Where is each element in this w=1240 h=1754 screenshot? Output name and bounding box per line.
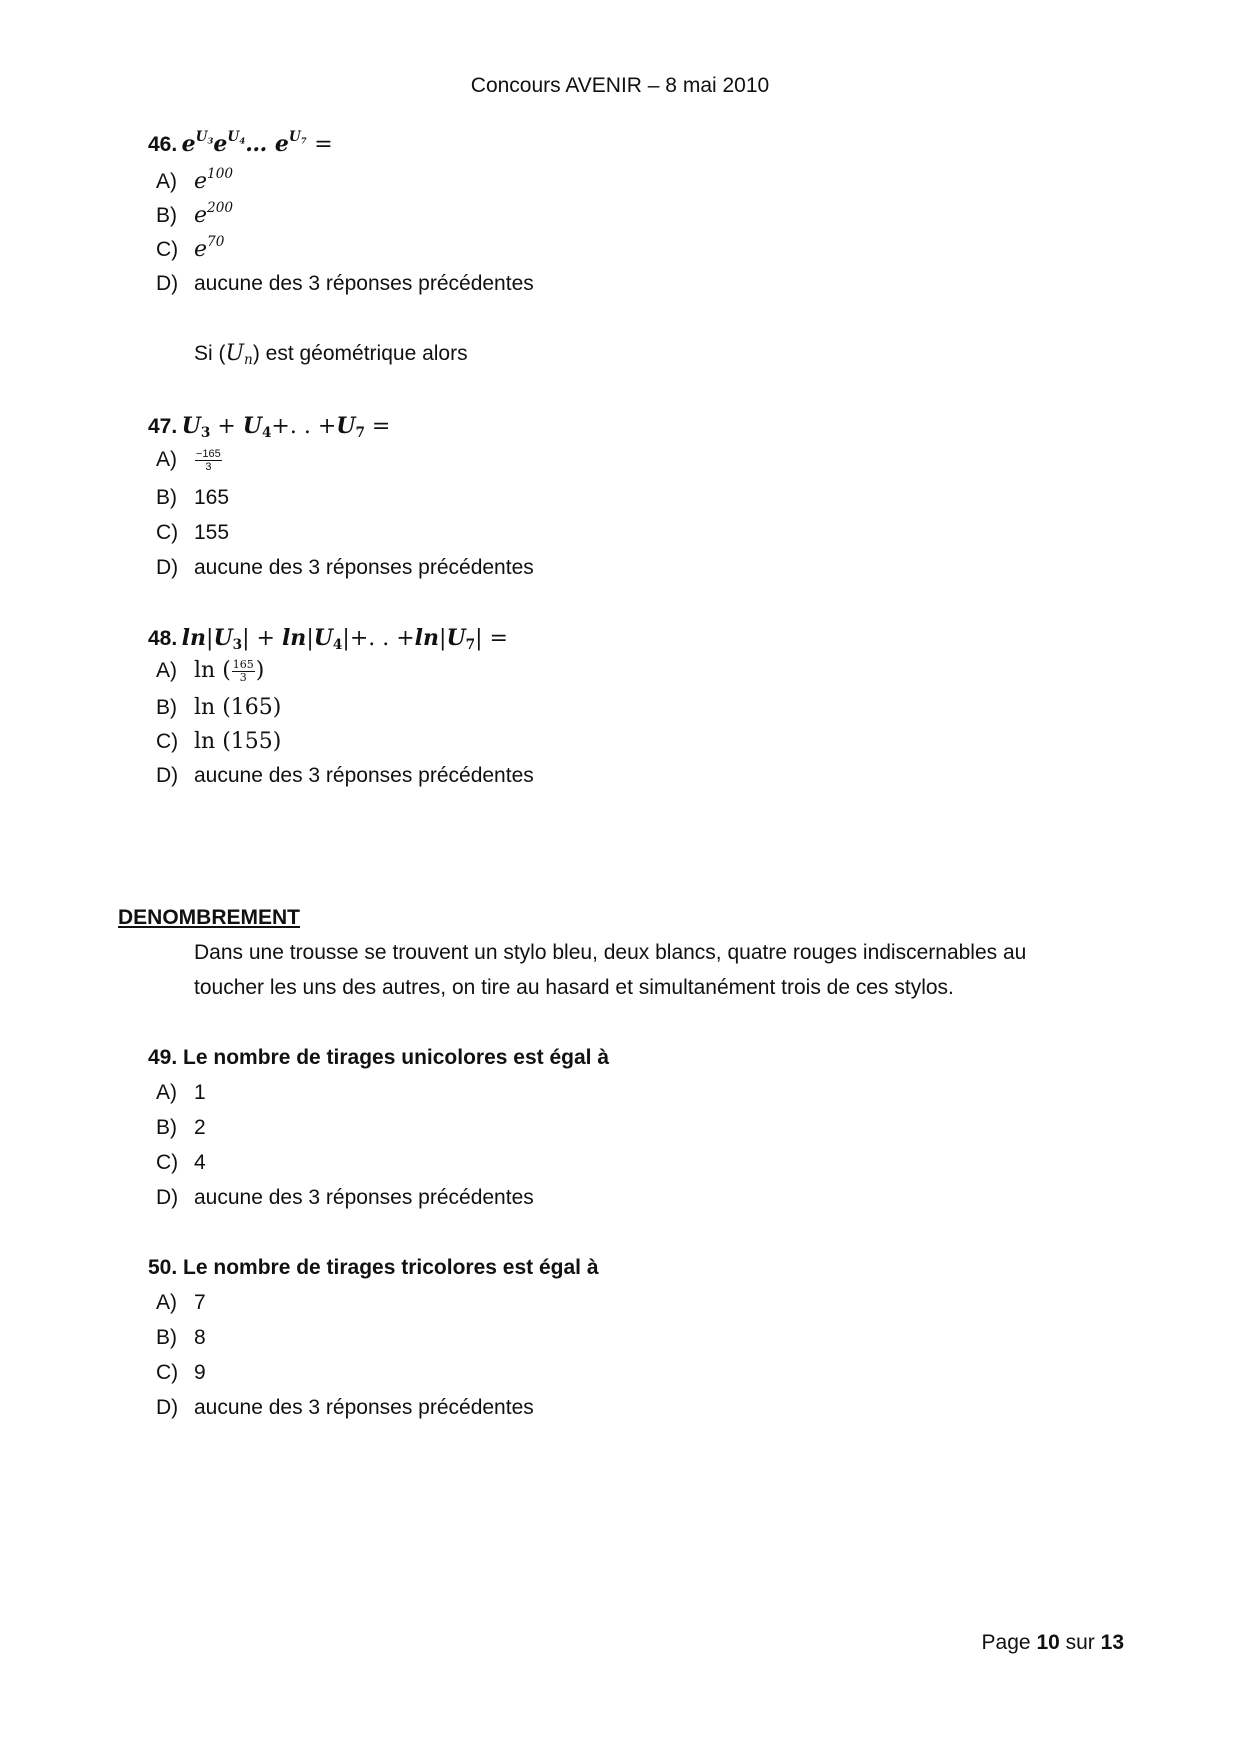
- question-50-title: 50. Le nombre de tirages tricolores est égal à: [148, 1256, 599, 1279]
- question-48: [148, 624, 508, 653]
- section-intro-line-2: toucher les uns des autres, on tire au hasard et simultanément trois de ces stylos.: [194, 976, 954, 999]
- option-c: C) ln (155): [156, 729, 282, 754]
- section-intro-line-1: Dans une trousse se trouvent un stylo bleu, deux blancs, quatre rouges indiscernables au: [194, 941, 1027, 964]
- question-formula: $U_3 + U_4+$. . $+U_7$ =: [181, 413, 391, 442]
- option-a: A) $e^{100}$: [156, 165, 234, 194]
- option-d: D) aucune des 3 réponses précédentes: [156, 764, 534, 787]
- option-c: C) 9: [156, 1361, 206, 1384]
- option-b: B) 2: [156, 1116, 206, 1139]
- option-a: A) 7: [156, 1291, 206, 1314]
- question-number: 47.: [148, 415, 178, 438]
- question-number: 48.: [148, 627, 178, 650]
- option-a: A) $\frac{-165}{3}$: [156, 447, 221, 473]
- question-number: 46.: [148, 133, 178, 156]
- option-d: D) aucune des 3 réponses précédentes: [156, 272, 534, 295]
- fraction: $\frac{165}{3}$: [232, 657, 254, 684]
- question-46: [148, 130, 333, 159]
- geometric-intro: Si $(U_n)$ est géométrique alors: [194, 341, 468, 369]
- fraction: $\frac{-165}{3}$: [196, 447, 221, 473]
- option-c: C) 4: [156, 1151, 206, 1174]
- option-b: B) $e^{200}$: [156, 199, 234, 228]
- question-47: [148, 412, 390, 441]
- option-b: B) 165: [156, 486, 230, 509]
- question-49-title: 49. Le nombre de tirages unicolores est égal à: [148, 1046, 609, 1069]
- option-b: B) ln (165): [156, 695, 282, 720]
- page-number: Page 10 sur 13: [981, 1631, 1124, 1654]
- section-title: DENOMBREMENT: [118, 906, 300, 929]
- option-a: A) ln ( $\frac{165}{3}$ ): [156, 657, 265, 684]
- option-d: D) aucune des 3 réponses précédentes: [156, 556, 534, 579]
- option-a: A) 1: [156, 1081, 206, 1104]
- question-formula: $\ln|U_3| + \ln|U_4|+$. . $+\ln|U_7|$ =: [181, 625, 508, 654]
- option-d: D) aucune des 3 réponses précédentes: [156, 1186, 534, 1209]
- page-header: Concours AVENIR – 8 mai 2010: [470, 74, 770, 97]
- option-d: D) aucune des 3 réponses précédentes: [156, 1396, 534, 1419]
- option-c: C) 155: [156, 521, 230, 544]
- question-formula: $e^{U_3}e^{U_4}\dots$ $e^{U_7}$ =: [181, 128, 333, 157]
- option-c: C) $e^{70}$: [156, 233, 225, 262]
- option-b: B) 8: [156, 1326, 206, 1349]
